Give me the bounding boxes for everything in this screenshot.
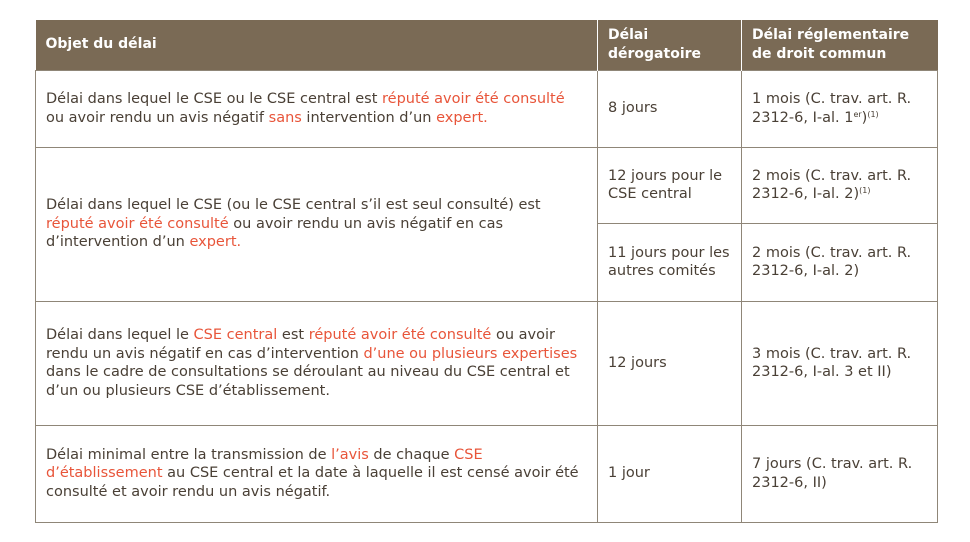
row-2b-common-law: 2 mois (C. trav. art. R. 2312-6, I-al. 2) — [742, 223, 938, 301]
body-text: est — [277, 327, 309, 343]
header-row — [36, 20, 938, 70]
body-text: au CSE central et la date à laquelle il est censé avoir été consulté et avoir rendu un avis négatif. — [46, 465, 579, 500]
header-derogatory: Délai dérogatoire — [598, 20, 742, 70]
highlighted-text: d’une ou plusieurs expertises — [363, 345, 578, 362]
body-text: Délai dans lequel le CSE ou le CSE central est — [46, 91, 382, 107]
highlighted-text: l’avis — [331, 446, 369, 463]
highlighted-text: expert. — [189, 234, 242, 251]
body-text: de chaque — [368, 446, 455, 463]
highlighted-text: réputé avoir été consulté — [382, 91, 565, 107]
row-4-common-law: 7 jours (C. trav. art. R. 2312-6, II) — [742, 425, 938, 522]
highlighted-text: sans — [268, 109, 302, 126]
row-4-derogatory: 1 jour — [598, 425, 742, 522]
row-2-object — [36, 147, 598, 301]
row-2a-common-note: (1) — [859, 186, 871, 195]
row-1-common-suffix: ) — [861, 109, 868, 126]
row-4-object — [36, 425, 598, 522]
row-2a-common-text: 2 mois (C. trav. art. R. 2312-6, I-al. 2) — [752, 167, 912, 202]
highlighted-text: expert. — [436, 109, 488, 126]
highlighted-text: CSE central — [193, 327, 278, 343]
row-2a-common-law — [742, 147, 938, 223]
row-3-derogatory: 12 jours — [598, 301, 742, 425]
table-row — [36, 301, 938, 425]
row-1-derogatory: 8 jours — [598, 70, 742, 147]
body-text: Délai minimal entre la transmission de — [46, 446, 332, 463]
row-2a-derogatory: 12 jours pour le CSE central — [598, 147, 742, 223]
table-row — [36, 70, 938, 147]
row-1-common-law — [742, 70, 938, 147]
row-3-common-law: 3 mois (C. trav. art. R. 2312-6, I-al. 3 et II) — [742, 301, 938, 425]
row-1-common-note: (1) — [867, 109, 879, 119]
body-text: intervention d’un — [301, 109, 437, 126]
row-1-common-sup: er — [853, 109, 862, 119]
highlighted-text: réputé avoir été consulté — [308, 327, 492, 343]
highlighted-text: CSE d’établissement — [46, 446, 483, 482]
table-row — [36, 147, 938, 223]
row-1-object — [36, 70, 598, 147]
row-1-common-text: 1 mois (C. trav. art. R. 2312-6, I-al. 1 — [752, 91, 912, 126]
delays-table — [35, 20, 938, 523]
body-text: dans le cadre de consultations se déroulant au niveau du CSE central et d’un ou plusieurs CSE d’établissement. — [46, 364, 570, 399]
highlighted-text: réputé avoir été consulté — [46, 215, 229, 232]
body-text: ou avoir rendu un avis négatif en cas d’intervention d’un — [46, 215, 504, 251]
row-2b-derogatory: 11 jours pour les autres comités — [598, 223, 742, 301]
body-text: Délai dans lequel le — [46, 327, 194, 343]
body-text: Délai dans lequel le CSE (ou le CSE central s’il est seul consulté) est — [46, 197, 541, 214]
header-object: Objet du délai — [36, 20, 598, 70]
body-text: ou avoir rendu un avis négatif en cas d’intervention — [46, 327, 555, 362]
table-row — [36, 425, 938, 522]
row-3-object — [36, 301, 598, 425]
body-text: ou avoir rendu un avis négatif — [46, 109, 269, 126]
header-common-law: Délai réglementaire de droit commun — [742, 20, 938, 70]
